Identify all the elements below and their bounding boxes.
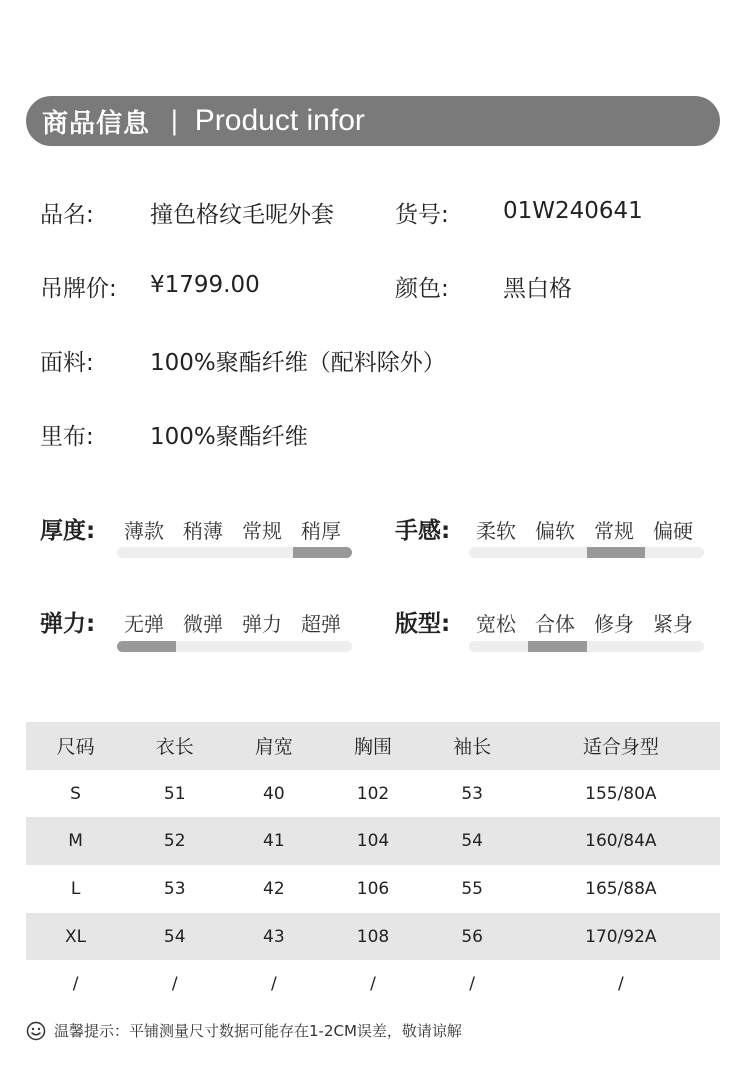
thickness-scale-track	[117, 547, 352, 558]
table-cell: 160/84A	[585, 831, 657, 852]
price-label: 吊牌价:	[40, 276, 117, 302]
table-cell: 56	[461, 926, 483, 947]
smiley-icon	[26, 1021, 46, 1041]
fit-option: 紧身	[653, 612, 693, 636]
thickness-scale-indicator	[293, 547, 352, 558]
thickness-option: 稍薄	[183, 519, 223, 543]
table-cell: 170/92A	[585, 926, 657, 947]
thickness-option: 薄款	[124, 519, 164, 543]
table-cell: /	[270, 974, 277, 995]
fit-scale-track	[469, 641, 704, 652]
price-value: ¥1799.00	[150, 272, 260, 298]
fabric-value: 100%聚酯纤维（配料除外）	[150, 350, 446, 376]
feel-option: 偏软	[535, 519, 575, 543]
lining-value: 100%聚酯纤维	[150, 424, 308, 450]
sku-label: 货号:	[395, 202, 449, 228]
table-header-cell: 衣长	[155, 736, 194, 759]
table-cell: M	[68, 831, 83, 852]
elasticity-scale-indicator	[117, 641, 176, 652]
elasticity-title: 弹力:	[40, 611, 96, 637]
section-header	[26, 96, 720, 146]
table-cell: 41	[263, 831, 285, 852]
table-header-cell: 适合身型	[582, 736, 659, 759]
table-cell: 53	[163, 878, 186, 899]
feel-title: 手感:	[395, 518, 451, 544]
table-row	[26, 960, 720, 1008]
feel-scale-track	[469, 547, 704, 558]
table-cell: L	[70, 878, 81, 899]
table-cell: 155/80A	[585, 783, 657, 804]
fabric-label: 面料:	[40, 350, 94, 376]
color-value: 黑白格	[503, 276, 572, 302]
table-header-cell: 肩宽	[254, 736, 293, 759]
table-cell: 108	[356, 926, 390, 947]
color-label: 颜色:	[395, 276, 449, 302]
table-cell: 55	[461, 878, 483, 899]
thickness-option: 常规	[242, 519, 282, 543]
table-row	[26, 913, 720, 961]
table-row	[26, 865, 720, 913]
table-cell: /	[171, 974, 178, 995]
fit-option: 宽松	[476, 612, 516, 636]
table-cell: /	[469, 974, 475, 995]
elasticity-option: 弹力	[242, 612, 282, 636]
fit-scale-indicator	[528, 641, 587, 652]
feel-option: 柔软	[476, 519, 516, 543]
table-cell: 43	[263, 926, 285, 947]
table-cell: 165/88A	[585, 878, 657, 899]
sku-value: 01W240641	[503, 198, 643, 224]
elasticity-option: 无弹	[124, 612, 164, 636]
table-cell: /	[370, 974, 376, 995]
table-cell: /	[72, 974, 79, 995]
header-title-cn: 商品信息	[42, 108, 151, 139]
header-title-en: Product infor	[194, 104, 365, 137]
table-row	[26, 817, 720, 865]
feel-option: 偏硬	[653, 519, 693, 543]
table-header-cell: 胸围	[353, 736, 392, 759]
table-header-cell: 袖长	[453, 736, 492, 759]
table-header-cell: 尺码	[56, 736, 95, 759]
name-label: 品名:	[40, 202, 94, 228]
table-row	[26, 770, 720, 818]
fit-title: 版型:	[395, 611, 451, 637]
elasticity-option: 微弹	[183, 612, 223, 636]
tip-text: 温馨提示：平铺测量尺寸数据可能存在1-2CM误差，敬请谅解	[54, 1022, 462, 1040]
table-cell: 51	[163, 783, 186, 804]
table-cell: 40	[263, 783, 285, 804]
thickness-title: 厚度:	[40, 518, 96, 544]
table-cell: 53	[461, 783, 483, 804]
table-cell: /	[617, 974, 624, 995]
lining-label: 里布:	[40, 424, 94, 450]
table-cell: 42	[263, 878, 285, 899]
table-header-row	[26, 722, 720, 770]
table-cell: 106	[356, 878, 390, 899]
table-cell: 54	[163, 926, 186, 947]
table-cell: 52	[163, 831, 186, 852]
elasticity-option: 超弹	[301, 612, 341, 636]
fit-option: 合体	[535, 612, 575, 636]
name-value: 撞色格纹毛呢外套	[150, 202, 334, 228]
feel-scale-indicator	[587, 547, 646, 558]
table-cell: 102	[356, 783, 390, 804]
table-cell: 104	[356, 831, 390, 852]
size-table	[26, 722, 720, 1008]
table-cell: XL	[65, 926, 87, 947]
header-separator: |	[170, 106, 179, 136]
measurement-tip	[26, 1020, 462, 1041]
table-cell: 54	[461, 831, 483, 852]
thickness-option: 稍厚	[301, 519, 341, 543]
fit-option: 修身	[594, 612, 634, 636]
table-cell: S	[70, 783, 81, 804]
feel-option: 常规	[594, 519, 634, 543]
elasticity-scale-track	[117, 641, 352, 652]
